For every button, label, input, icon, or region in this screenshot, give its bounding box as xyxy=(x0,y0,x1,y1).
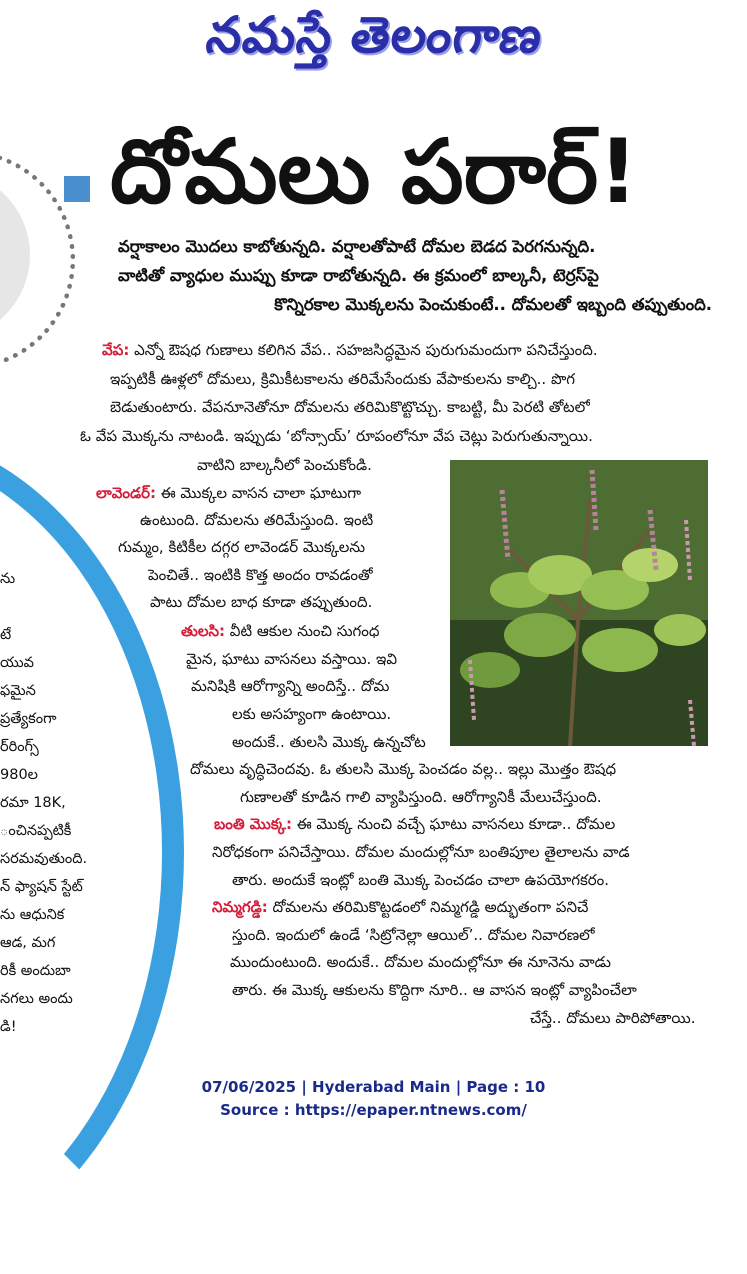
adjacent-column-line: సరమవుతుంది. xyxy=(0,851,88,867)
body-line: స్తుంది. ఇందులో ఉండే ‘సిట్రోనెల్లా ఆయిల్’.. దోమల నివారణలో xyxy=(232,926,595,944)
adjacent-column-line: ఆడ, మగ xyxy=(0,935,56,951)
section-vepa-first-line xyxy=(102,341,598,363)
adjacent-column-line: యువ xyxy=(0,655,34,671)
adjacent-column-line xyxy=(0,593,122,621)
footer-date-edition: 07/06/2025 | Hyderabad Main | Page : 10 xyxy=(201,1078,546,1096)
body-line: ముందుంటుంది. అందుకే.. దోమల మందుల్లోనూ ఈ నూనెను వాడు xyxy=(230,953,611,971)
adjacent-column-line: ప్రత్యేకంగా xyxy=(0,711,57,727)
body-line: ఇప్పటికీ ఊళ్లలో దోమలు, క్రిమికీటకాలను తరిమేసేందుకు వేపాకులను కాల్చి.. పొగ xyxy=(110,370,575,388)
body-line: లకు అసహ్యంగా ఉంటాయి. xyxy=(232,705,392,723)
body-line: మైన, ఘాటు వాసనలు వస్తాయి. ఇవి xyxy=(186,650,398,668)
adjacent-column-line: 980ల xyxy=(0,767,38,783)
headline: దోమలు పరార్! xyxy=(110,120,639,223)
body-line: తారు. అందుకే ఇంట్లో బంతి మొక్క పెంచడం చాలా ఉపయోగకరం. xyxy=(232,871,610,889)
masthead xyxy=(0,0,747,80)
body-line: నిరోధకంగా పనిచేస్తాయి. దోమల మందుల్లోనూ బంతిపూల తైలాలను వాడ xyxy=(212,843,630,861)
body-line: పెంచితే.. ఇంటికి కొత్త అందం రావడంతో xyxy=(148,566,373,584)
body-line: చేస్తే.. దోమలు పారిపోతాయి. xyxy=(530,1009,696,1027)
body-line: గుమ్మం, కిటికీల దగ్గర లావెండర్ మొక్కలను xyxy=(118,538,366,556)
body-line: మనిషికి ఆరోగ్యాన్ని అందిస్తే.. దోమ xyxy=(191,677,390,695)
body-line: ఉంటుంది. దోమలను తరిమేస్తుంది. ఇంటి xyxy=(140,511,374,529)
body-text: దోమలను తరిమికొట్టడంలో నిమ్మగడ్డి అద్భుతంగా పనిచే xyxy=(267,898,589,916)
headline-bullet-square xyxy=(64,176,90,202)
adjacent-column-line: ను ఆధునిక xyxy=(0,907,65,923)
body-line: ఓ వేప మొక్కను నాటండి. ఇప్పుడు ‘బోన్సాయ్’ రూపంలోనూ వేప చెట్లు పెరుగుతున్నాయి. xyxy=(80,427,593,445)
body-text: ఈ మొక్క నుంచి వచ్చే ఘాటు వాసనలు కూడా.. దోమల xyxy=(291,815,616,833)
plant-illustration xyxy=(450,460,708,746)
adjacent-column-line: న్ ఫ్యాషన్ స్టేట్ xyxy=(0,879,83,895)
section-keyword: లావెండర్: xyxy=(96,484,156,502)
body-text: ఎన్నో ఔషధ గుణాలు కలిగిన వేప.. సహజసిద్ధమైన పురుగుమందుగా పనిచేస్తుంది. xyxy=(129,341,598,359)
section-nimmagaddi-first-line xyxy=(212,898,588,920)
adjacent-column-line: నగలు అందు xyxy=(0,991,73,1007)
adjacent-column-line: రికీ అందుబా xyxy=(0,963,71,979)
section-keyword: బంతి మొక్క: xyxy=(214,815,292,833)
body-line: దోమలు వృద్ధిచెందవు. ఓ తులసి మొక్క పెంచడం వల్ల.. ఇల్లు మొత్తం ఔషధ xyxy=(190,760,617,778)
body-line: బెడుతుంటారు. వేపనూనెతోనూ దోమలను తరిమికొట్టొచ్చు. కాబట్టి, మీ పెరటి తోటలో xyxy=(110,398,590,416)
body-text: ఈ మొక్కల వాసన చాలా ఘాటుగా xyxy=(155,484,362,502)
intro-line: కొన్నిరకాల మొక్కలను పెంచుకుంటే.. దోమలతో ఇబ్బంది తప్పుతుంది. xyxy=(274,295,712,314)
adjacent-column-line: ర్‌రింగ్స్ xyxy=(0,739,39,755)
section-lavender-first-line xyxy=(96,484,361,506)
adjacent-column-line: ఫమైన xyxy=(0,683,36,699)
intro-line: వాటితో వ్యాధుల ముప్పు కూడా రాబోతున్నది. ఈ క్రమంలో బాల్కనీ, టెర్రస్‌పై xyxy=(118,266,599,285)
adjacent-column-line: ను xyxy=(0,571,16,587)
body-line: వాటిని బాల్కనీలో పెంచుకోండి. xyxy=(197,456,372,474)
body-text: వీటి ఆకుల నుంచి సుగంధ xyxy=(225,622,380,640)
section-keyword: నిమ్మగడ్డి: xyxy=(212,898,268,916)
body-line: అందుకే.. తులసి మొక్క ఉన్నచోట xyxy=(232,733,426,751)
body-line: పాటు దోమల బాధ కూడా తప్పుతుంది. xyxy=(150,593,373,611)
adjacent-column-fragment xyxy=(0,565,122,1041)
adjacent-column-line: టే xyxy=(0,627,12,643)
tulasi-plant-photo xyxy=(450,460,708,746)
intro-paragraph xyxy=(118,232,712,319)
adjacent-column-line: ంచినప్పటికీ xyxy=(0,823,72,839)
adjacent-column-line: డి! xyxy=(0,1019,17,1035)
section-tulasi-first-line xyxy=(181,622,379,644)
adjacent-column-line: రమా 18K, xyxy=(0,795,66,811)
section-keyword: తులసి: xyxy=(181,622,226,640)
intro-line: వర్షాకాలం మొదలు కాబోతున్నది. వర్షాలతోపాటే దోమల బెడద పెరగనున్నది. xyxy=(118,237,596,256)
section-banthi-first-line xyxy=(214,815,615,837)
body-line: గుణాలతో కూడిన గాలి వ్యాపిస్తుంది. ఆరోగ్యానికీ మేలుచేస్తుంది. xyxy=(240,788,602,806)
newspaper-name: నమస్తే తెలంగాణ xyxy=(202,6,547,64)
footer-source: Source : https://epaper.ntnews.com/ xyxy=(220,1101,527,1119)
section-keyword: వేప: xyxy=(102,341,130,359)
body-line: తారు. ఈ మొక్క ఆకులను కొద్దిగా నూరి.. ఆ వాసన ఇంట్లో వ్యాపించేలా xyxy=(232,981,637,999)
